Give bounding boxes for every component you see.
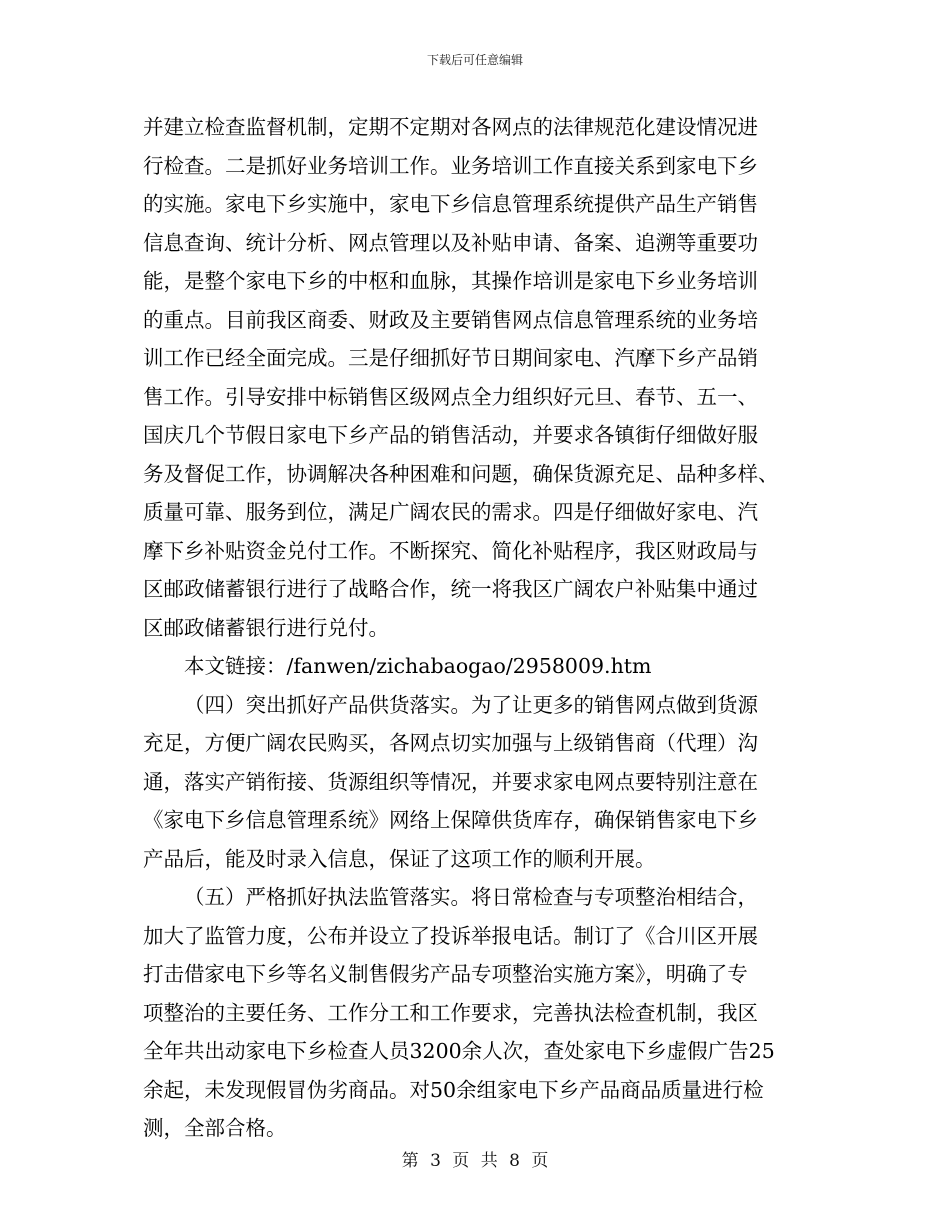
body-line: 通，落实产销衔接、货源组织等情况，并要求家电网点要特别注意在 [143, 769, 758, 794]
page-header: 下载后可任意编辑 [426, 53, 523, 67]
body-line: 产品后，能及时录入信息，保证了这项工作的顺利开展。 [143, 846, 656, 871]
body-line: 摩下乡补贴资金兑付工作。不断探究、简化补贴程序，我区财政局与 [143, 538, 758, 563]
body-line: 余起，未发现假冒伪劣商品。对50余组家电下乡产品商品质量进行检 [143, 1077, 764, 1102]
body-line: 打击借家电下乡等名义制售假劣产品专项整治实施方案》，明确了专 [143, 962, 748, 986]
body-line: 能，是整个家电下乡的中枢和血脉，其操作培训是家电下乡业务培训 [143, 269, 758, 293]
body-line: 国庆几个节假日家电下乡产品的销售活动，并要求各镇街仔细做好服 [143, 423, 758, 447]
section-heading-line: （四）突出抓好产品供货落实。为了让更多的销售网点做到货源 [184, 692, 758, 717]
body-line: 区邮政储蓄银行进行兑付。 [143, 615, 389, 640]
body-line: 《家电下乡信息管理系统》网络上保障供货库存，确保销售家电下乡 [143, 808, 758, 832]
page-footer: 第 3 页 共 8 页 [401, 1151, 549, 1171]
body-line: 的实施。家电下乡实施中，家电下乡信息管理系统提供产品生产销售 [143, 192, 758, 216]
body-line: 全年共出动家电下乡检查人员3200余人次，查处家电下乡虚假广告25 [143, 1039, 775, 1063]
body-line: 训工作已经全面完成。三是仔细抓好节日期间家电、汽摩下乡产品销 [143, 346, 758, 370]
body-line: 行检查。二是抓好业务培训工作。业务培训工作直接关系到家电下乡 [143, 153, 758, 178]
body-line: 区邮政储蓄银行进行了战略合作，统一将我区广阔农户补贴集中通过 [143, 577, 758, 601]
body-line: 项整治的主要任务、工作分工和工作要求，完善执法检查机制，我区 [143, 1000, 758, 1025]
section-heading-line: （五）严格抓好执法监管落实。将日常检查与专项整治相结合， [184, 885, 758, 909]
body-line: 务及督促工作，协调解决各种困难和问题，确保货源充足、品种多样、 [143, 461, 779, 486]
body-line: 售工作。引导安排中标销售区级网点全力组织好元旦、春节、五一、 [143, 384, 758, 409]
body-line: 信息查询、统计分析、网点管理以及补贴申请、备案、追溯等重要功 [143, 230, 758, 255]
document-body [143, 108, 807, 1148]
body-line: 质量可靠、服务到位，满足广阔农民的需求。四是仔细做好家电、汽 [143, 500, 758, 524]
body-line: 并建立检查监督机制，定期不定期对各网点的法律规范化建设情况进 [143, 115, 758, 139]
article-link[interactable]: 本文链接：/fanwen/zichabaogao/2958009.htm [184, 654, 652, 678]
body-line: 充足，方便广阔农民购买，各网点切实加强与上级销售商（代理）沟 [143, 731, 758, 755]
body-line: 的重点。目前我区商委、财政及主要销售网点信息管理系统的业务培 [143, 307, 758, 332]
body-line: 测，全部合格。 [143, 1116, 287, 1140]
body-line: 加大了监管力度，公布并设立了投诉举报电话。制订了《合川区开展 [143, 923, 758, 948]
